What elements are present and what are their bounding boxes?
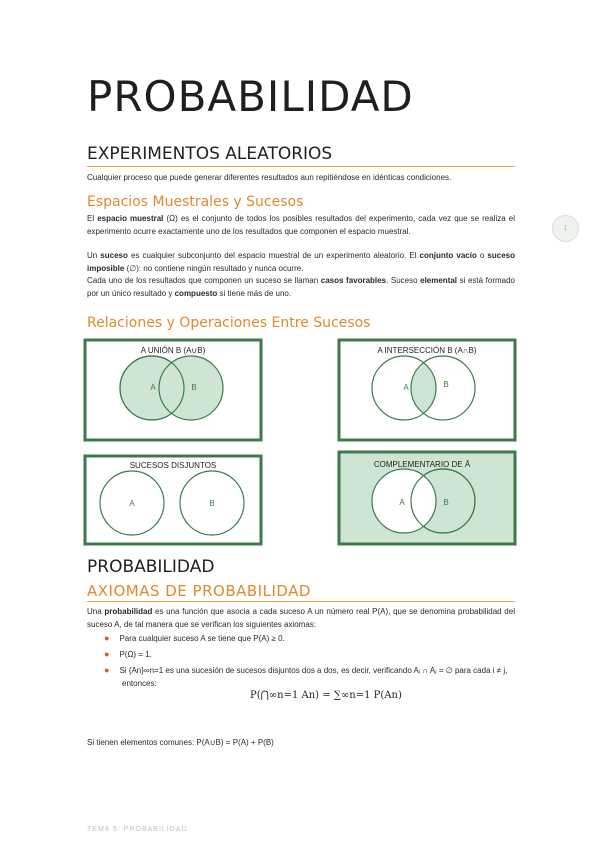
axiom-item: ● P(Ω) = 1. <box>104 649 152 659</box>
venn-diagrams <box>80 335 520 547</box>
section-heading-experimentos: EXPERIMENTOS ALEATORIOS <box>87 144 333 164</box>
bullet-icon: ● <box>104 633 110 643</box>
axiom-item: ● Si {An}∞n=1 es una sucesión de sucesos disjuntos dos a dos, es decir, verificando Aᵢ ∩ Aⱼ = ∅ para cada i ≠ j, entonces: <box>104 665 508 688</box>
venn-intersection-b: B <box>443 380 449 389</box>
venn-union-b: B <box>191 383 197 392</box>
heading-rule-2 <box>87 601 515 602</box>
subsection-heading-axiomas: AXIOMAS DE PROBABILIDAD <box>87 582 311 600</box>
subsection-heading-relaciones: Relaciones y Operaciones Entre Sucesos <box>87 315 371 331</box>
section-heading-probabilidad: PROBABILIDAD <box>87 557 215 577</box>
bullet-icon: ● <box>104 649 110 659</box>
venn-complement-label: COMPLEMENTARIO DE Ā <box>373 460 471 469</box>
paragraph-common-elements: Si tienen elementos comunes: P(A∪B) = P(A) + P(B) <box>87 738 274 747</box>
subsection-heading-espacios: Espacios Muestrales y Sucesos <box>87 194 304 210</box>
venn-intersection <box>339 340 515 440</box>
venn-intersection-a: A <box>403 383 409 392</box>
bullet-icon: ● <box>104 665 110 675</box>
venn-complement-b: B <box>443 498 449 507</box>
page-title: PROBABILIDAD <box>87 72 414 121</box>
venn-union <box>85 340 261 440</box>
paragraph-suceso: Un suceso es cualquier subconjunto del espacio muestral de un experimento aleatorio. El conjunto vacío o suceso imposible (∅): no contiene ningún resultado y nunca ocurre. Cada uno de los resultados que componen un suceso se llaman casos favorables. Suceso elemental si está formado por un único resultado y compuesto si tiene más de uno. <box>87 251 515 298</box>
section-intro: Cualquier proceso que puede generar diferentes resultados aun repitiéndose en idénticas condiciones. <box>87 173 452 182</box>
axiom-formula: P(⋂∞n=1 An) = ∑∞n=1 P(An) <box>250 690 402 701</box>
venn-disjoint-b: B <box>209 499 215 508</box>
venn-intersection-label: A INTERSECCIÓN B (A∩B) <box>377 346 477 355</box>
venn-complement-a: A <box>399 498 405 507</box>
venn-union-a: A <box>150 383 156 392</box>
page-footer: TEMA 5: PROBABILIDAD <box>87 826 188 833</box>
paragraph-espacio-muestral: El espacio muestral (Ω) es el conjunto de todos los posibles resultados del experimento, cada vez que se realiza el experimento ocurre exactamente uno de los resultados que componen el espacio muestral. <box>87 214 516 236</box>
venn-disjoint-a: A <box>129 499 135 508</box>
paragraph-probabilidad: Una probabilidad es una función que asocia a cada suceso A un número real P(A), que se denomina probabilidad del suceso A, de tal manera que se verifican los siguientes axiomas: <box>87 607 515 629</box>
heading-rule <box>87 166 515 167</box>
venn-disjoint <box>85 456 261 544</box>
venn-complement <box>339 452 515 544</box>
page-number-badge: 1 <box>552 215 579 242</box>
venn-union-label: A UNIÓN B (A∪B) <box>140 346 206 355</box>
venn-disjoint-label: SUCESOS DISJUNTOS <box>129 461 217 470</box>
axiom-item: ● Para cualquier suceso A se tiene que P(A) ≥ 0. <box>104 633 285 643</box>
